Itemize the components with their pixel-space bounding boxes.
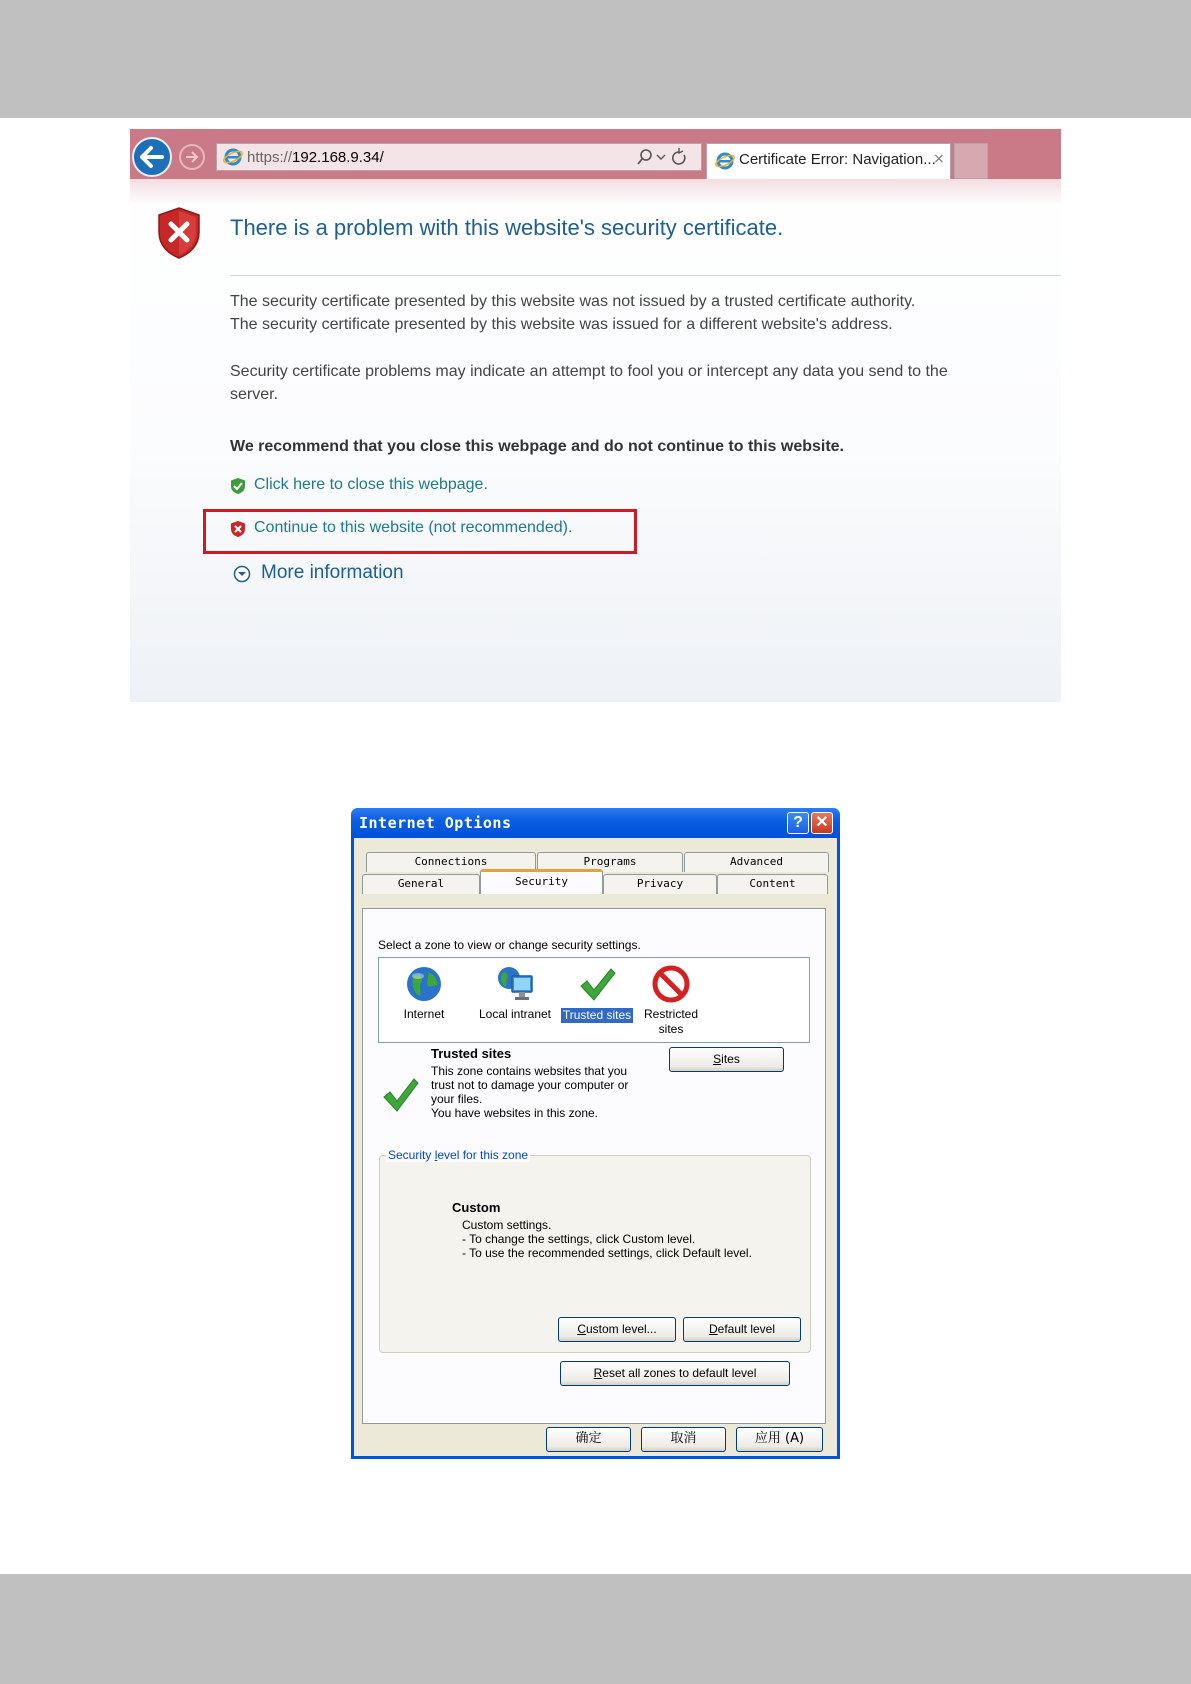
ok-button[interactable]: 确定 xyxy=(546,1427,631,1452)
default-level-mnemonic: D xyxy=(708,1322,718,1336)
level-line-3: - To use the recommended settings, click Default level. xyxy=(462,1246,752,1260)
internet-options-dialog xyxy=(351,808,840,1459)
default-level-button[interactable] xyxy=(683,1317,801,1342)
globe-icon xyxy=(404,964,444,1004)
reason-line-1: The security certificate presented by this website was not issued by a trusted certificate authority. xyxy=(230,293,916,310)
continue-website-link-text: Continue to this website (not recommended). xyxy=(254,519,573,536)
title-divider xyxy=(230,275,1061,276)
expand-chevron-icon xyxy=(233,565,251,583)
no-entry-icon xyxy=(651,964,691,1004)
zone-restricted-sites[interactable] xyxy=(631,964,711,1037)
tab-content[interactable]: Content xyxy=(717,874,828,894)
address-tools xyxy=(632,143,702,171)
level-name: Custom xyxy=(452,1200,501,1215)
close-webpage-link[interactable] xyxy=(230,476,488,494)
level-line-2: - To change the settings, click Custom level. xyxy=(462,1232,696,1246)
tab-title: Certificate Error: Navigation... xyxy=(739,151,936,168)
warning-line-2: server. xyxy=(230,386,279,403)
custom-level-label: ustom level... xyxy=(585,1322,657,1336)
sites-button-mnemonic: S xyxy=(713,1052,722,1066)
tab-ie-icon xyxy=(715,151,735,171)
sites-button[interactable] xyxy=(669,1047,784,1072)
zone-internet-label: Internet xyxy=(403,1007,445,1021)
more-information-toggle[interactable] xyxy=(233,562,404,584)
zone-local-intranet-label: Local intranet xyxy=(478,1007,552,1021)
highlight-box xyxy=(203,509,637,554)
zone-local-intranet[interactable] xyxy=(459,964,571,1022)
group-label-mnemonic: l xyxy=(434,1148,438,1162)
intranet-monitor-icon xyxy=(495,964,535,1004)
ie-certificate-error-screenshot xyxy=(130,129,1061,702)
checkmark-icon xyxy=(577,964,617,1004)
address-url xyxy=(247,149,384,166)
zone-prompt: Select a zone to view or change security settings. xyxy=(378,938,641,952)
cancel-button[interactable]: 取消 xyxy=(641,1427,726,1452)
zone-desc-line-3: your files. xyxy=(431,1092,483,1106)
tab-general[interactable]: General xyxy=(362,874,480,894)
back-button[interactable] xyxy=(132,137,172,177)
security-level-label xyxy=(386,1148,530,1162)
recommendation-text: We recommend that you close this webpage and do not continue to this website. xyxy=(230,438,844,455)
zone-name: Trusted sites xyxy=(431,1046,512,1061)
zone-desc-line-4: You have websites in this zone. xyxy=(431,1106,598,1120)
zone-desc-line-1: This zone contains websites that you xyxy=(431,1064,628,1078)
reset-label: eset all zones to default level xyxy=(602,1366,757,1380)
close-button[interactable]: ✕ xyxy=(811,812,833,834)
new-tab-button[interactable] xyxy=(954,143,988,179)
help-button[interactable]: ? xyxy=(787,812,809,834)
close-webpage-link-text: Click here to close this webpage. xyxy=(254,476,488,493)
tab-advanced[interactable]: Advanced xyxy=(684,852,829,872)
default-level-label: efault level xyxy=(717,1322,776,1336)
level-line-1: Custom settings. xyxy=(462,1218,552,1232)
security-tab-panel xyxy=(362,908,826,1424)
forward-arrow-icon xyxy=(181,146,203,168)
browser-tab[interactable] xyxy=(706,143,951,179)
green-shield-icon xyxy=(230,477,246,495)
zone-restricted-label-2: sites xyxy=(658,1022,684,1036)
reset-mnemonic: R xyxy=(593,1366,603,1380)
tab-connections[interactable]: Connections xyxy=(366,852,536,872)
more-information-text: More information xyxy=(261,562,404,583)
tab-close-icon[interactable]: × xyxy=(933,151,945,167)
sites-button-label: ites xyxy=(721,1052,740,1066)
zone-restricted-label-1: Restricted xyxy=(643,1007,699,1021)
trusted-sites-check-icon xyxy=(381,1075,421,1115)
back-arrow-icon xyxy=(134,139,170,175)
top-gray-band xyxy=(0,0,1191,118)
url-scheme: https:// xyxy=(247,149,293,166)
reason-line-2: The security certificate presented by this website was issued for a different website's address. xyxy=(230,316,893,333)
dialog-title: Internet Options xyxy=(359,814,512,832)
zone-desc-line-2: trust not to damage your computer or xyxy=(431,1078,629,1092)
toolbar-fade xyxy=(130,179,1061,205)
custom-level-button[interactable] xyxy=(558,1317,676,1342)
zone-internet[interactable] xyxy=(379,964,469,1022)
group-label-post: evel for this zone xyxy=(437,1148,529,1162)
zone-list xyxy=(378,957,810,1043)
tab-programs[interactable]: Programs xyxy=(537,852,683,872)
tab-security[interactable]: Security xyxy=(480,869,603,894)
apply-button[interactable]: 应用 (A) xyxy=(736,1427,823,1452)
tab-privacy[interactable]: Privacy xyxy=(603,874,717,894)
warning-line-1: Security certificate problems may indicate an attempt to fool you or intercept any data you send to the xyxy=(230,363,948,380)
security-level-group xyxy=(379,1148,811,1353)
error-title: There is a problem with this website's security certificate. xyxy=(230,215,784,240)
forward-button[interactable] xyxy=(179,144,205,170)
url-host: 192.168.9.34/ xyxy=(292,149,384,166)
bottom-gray-band xyxy=(0,1574,1191,1684)
dialog-body xyxy=(354,838,837,1456)
zone-trusted-sites[interactable] xyxy=(557,964,637,1023)
custom-level-mnemonic: C xyxy=(577,1322,586,1336)
zone-trusted-sites-label: Trusted sites xyxy=(562,1008,632,1022)
reset-all-zones-button[interactable] xyxy=(560,1361,790,1386)
dialog-titlebar[interactable] xyxy=(351,808,840,838)
shield-error-icon xyxy=(156,206,202,260)
ie-logo-icon xyxy=(223,147,243,167)
search-refresh-icons xyxy=(632,143,702,171)
group-label-pre: Security xyxy=(388,1148,435,1162)
address-bar[interactable] xyxy=(216,143,702,171)
